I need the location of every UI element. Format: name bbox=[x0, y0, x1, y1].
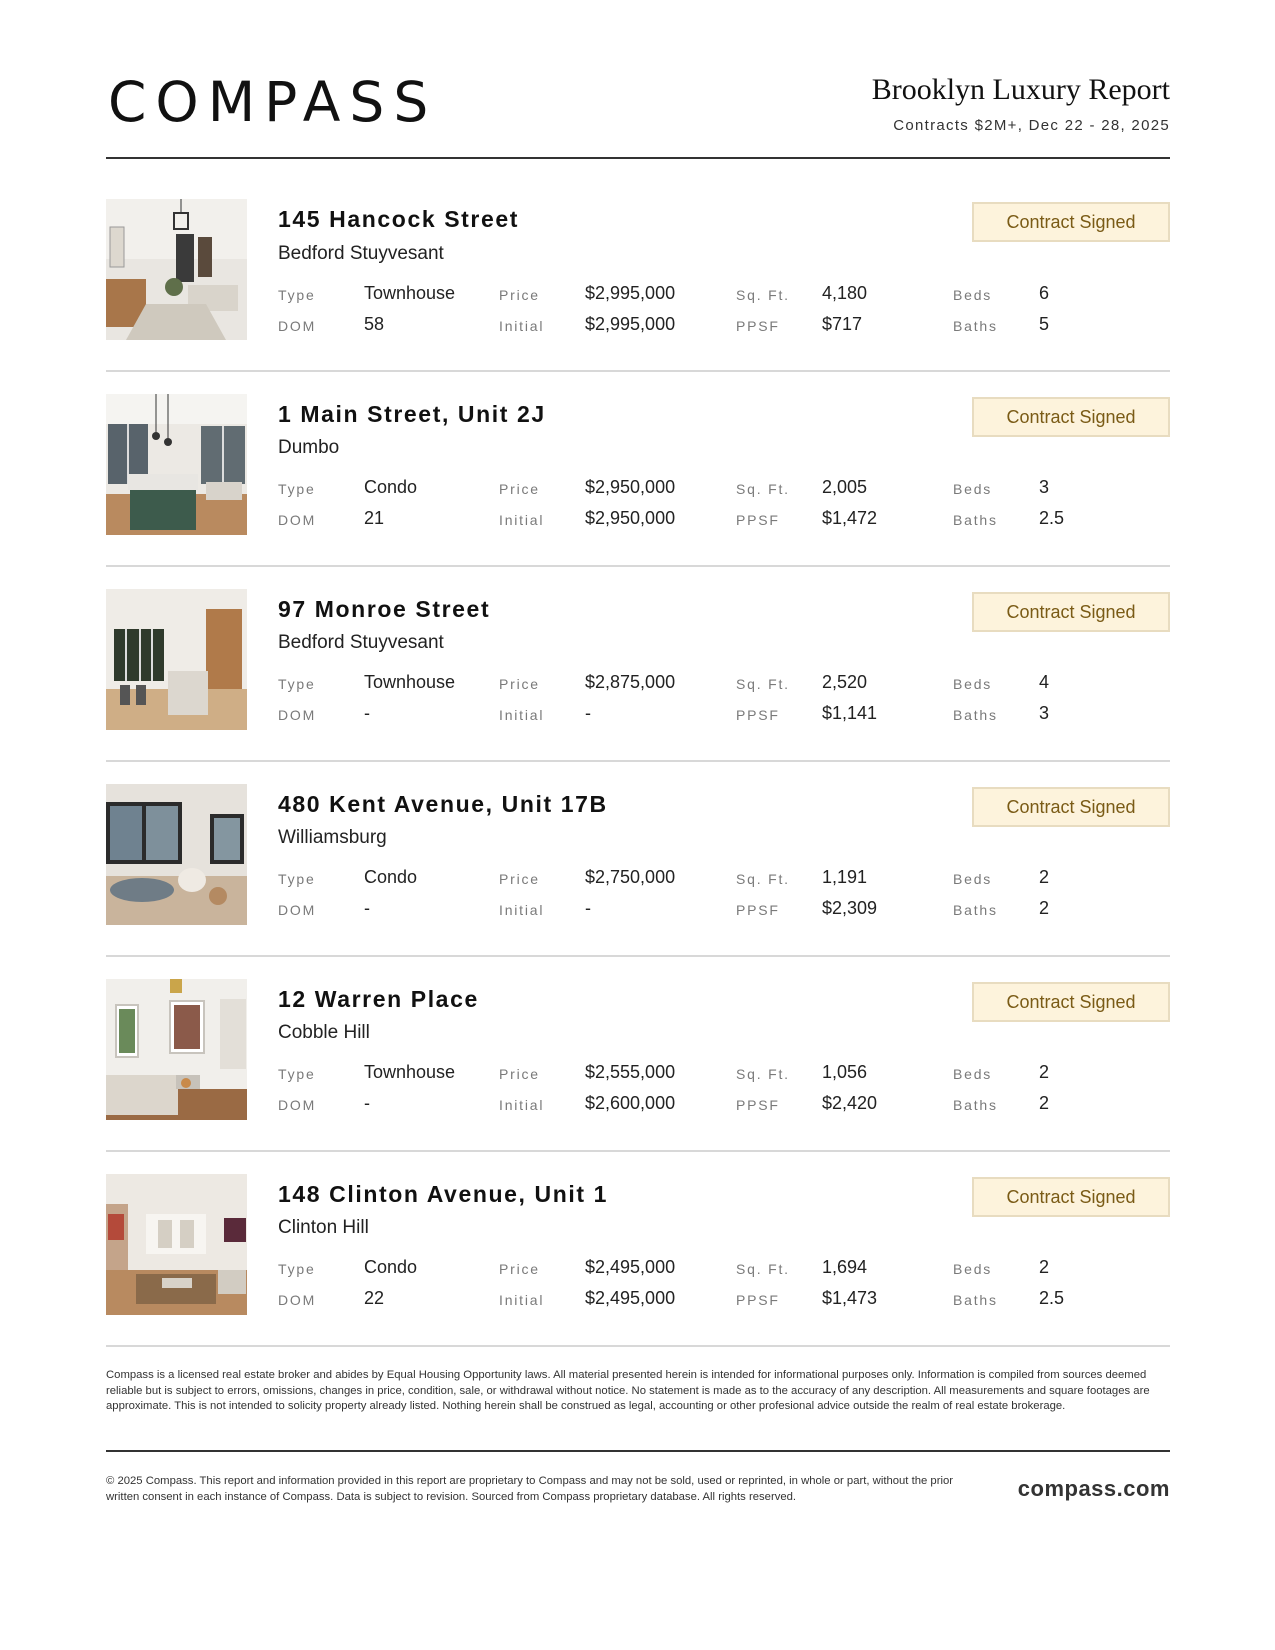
sqft-label: Sq. Ft. bbox=[736, 287, 790, 303]
type-value: Condo bbox=[364, 1257, 418, 1277]
report-subtitle: Contracts $2M+, Dec 22 - 28, 2025 bbox=[893, 117, 1170, 134]
status-badge: Contract Signed bbox=[972, 787, 1170, 827]
dom-value: 22 bbox=[364, 1288, 385, 1308]
listing-stats-row bbox=[106, 672, 1170, 696]
dom-value: - bbox=[364, 703, 370, 723]
listing-stats-row bbox=[106, 314, 1170, 338]
dom-label: DOM bbox=[278, 1097, 317, 1113]
status-badge: Contract Signed bbox=[972, 1177, 1170, 1217]
listing-address[interactable]: 145 Hancock Street bbox=[278, 206, 520, 232]
listing-address[interactable]: 1 Main Street, Unit 2J bbox=[278, 401, 546, 427]
footer-divider bbox=[106, 1450, 1170, 1452]
baths-value: 3 bbox=[1039, 703, 1050, 723]
type-value: Condo bbox=[364, 867, 418, 887]
dom-label: DOM bbox=[278, 1292, 317, 1308]
status-badge: Contract Signed bbox=[972, 202, 1170, 242]
baths-value: 2.5 bbox=[1039, 1288, 1065, 1308]
price-label: Price bbox=[499, 676, 540, 692]
type-value: Condo bbox=[364, 477, 418, 497]
initial-value: - bbox=[585, 703, 591, 723]
beds-value: 6 bbox=[1039, 283, 1050, 303]
price-value: $2,875,000 bbox=[585, 672, 676, 692]
beds-label: Beds bbox=[953, 287, 993, 303]
sqft-value: 2,005 bbox=[822, 477, 868, 497]
price-label: Price bbox=[499, 1066, 540, 1082]
baths-label: Baths bbox=[953, 707, 998, 723]
status-badge: Contract Signed bbox=[972, 982, 1170, 1022]
ppsf-label: PPSF bbox=[736, 1292, 780, 1308]
listing-stats-row bbox=[106, 703, 1170, 727]
initial-value: $2,600,000 bbox=[585, 1093, 676, 1113]
price-label: Price bbox=[499, 287, 540, 303]
price-value: $2,750,000 bbox=[585, 867, 676, 887]
compass-logo: COMPASS bbox=[108, 70, 438, 134]
beds-label: Beds bbox=[953, 676, 993, 692]
price-label: Price bbox=[499, 1261, 540, 1277]
listing-stats-row bbox=[106, 1062, 1170, 1086]
listing-card bbox=[106, 762, 1170, 957]
ppsf-value: $717 bbox=[822, 314, 863, 334]
price-value: $2,555,000 bbox=[585, 1062, 676, 1082]
beds-value: 4 bbox=[1039, 672, 1050, 692]
report-header bbox=[106, 0, 1170, 159]
status-badge: Contract Signed bbox=[972, 592, 1170, 632]
ppsf-value: $1,472 bbox=[822, 508, 878, 528]
beds-label: Beds bbox=[953, 1261, 993, 1277]
baths-value: 2 bbox=[1039, 898, 1050, 918]
type-label: Type bbox=[278, 481, 316, 497]
type-label: Type bbox=[278, 1066, 316, 1082]
baths-label: Baths bbox=[953, 902, 998, 918]
baths-value: 5 bbox=[1039, 314, 1050, 334]
listing-card bbox=[106, 567, 1170, 762]
initial-label: Initial bbox=[499, 707, 545, 723]
beds-label: Beds bbox=[953, 1066, 993, 1082]
price-value: $2,950,000 bbox=[585, 477, 676, 497]
listing-neighborhood: Bedford Stuyvesant bbox=[278, 632, 444, 653]
baths-value: 2.5 bbox=[1039, 508, 1065, 528]
sqft-label: Sq. Ft. bbox=[736, 676, 790, 692]
listing-address[interactable]: 480 Kent Avenue, Unit 17B bbox=[278, 791, 608, 817]
listing-stats-row bbox=[106, 283, 1170, 307]
listing-stats-row bbox=[106, 508, 1170, 532]
listing-neighborhood: Williamsburg bbox=[278, 827, 387, 848]
beds-label: Beds bbox=[953, 481, 993, 497]
listing-card bbox=[106, 159, 1170, 372]
listing-stats-row bbox=[106, 1288, 1170, 1312]
initial-value: - bbox=[585, 898, 591, 918]
type-label: Type bbox=[278, 676, 316, 692]
initial-label: Initial bbox=[499, 1097, 545, 1113]
listing-card bbox=[106, 957, 1170, 1152]
initial-label: Initial bbox=[499, 1292, 545, 1308]
sqft-value: 2,520 bbox=[822, 672, 868, 692]
type-label: Type bbox=[278, 287, 316, 303]
baths-value: 2 bbox=[1039, 1093, 1050, 1113]
ppsf-value: $1,141 bbox=[822, 703, 878, 723]
ppsf-label: PPSF bbox=[736, 318, 780, 334]
ppsf-label: PPSF bbox=[736, 902, 780, 918]
sqft-value: 1,056 bbox=[822, 1062, 868, 1082]
dom-label: DOM bbox=[278, 902, 317, 918]
listing-stats-row bbox=[106, 1093, 1170, 1117]
listing-address[interactable]: 12 Warren Place bbox=[278, 986, 479, 1012]
type-value: Townhouse bbox=[364, 1062, 456, 1082]
initial-label: Initial bbox=[499, 318, 545, 334]
price-value: $2,995,000 bbox=[585, 283, 676, 303]
sqft-label: Sq. Ft. bbox=[736, 481, 790, 497]
ppsf-value: $2,420 bbox=[822, 1093, 878, 1113]
listing-card bbox=[106, 372, 1170, 567]
listing-stats-row bbox=[106, 898, 1170, 922]
beds-value: 2 bbox=[1039, 867, 1050, 887]
listing-stats-row bbox=[106, 477, 1170, 501]
price-value: $2,495,000 bbox=[585, 1257, 676, 1277]
beds-label: Beds bbox=[953, 871, 993, 887]
copyright-notice: © 2025 Compass. This report and information provided in this report are proprietary to Compass and may not be sold, used or reprinted, in whole or part, without the prior written consent in each instance of Compass. Data is subject to revision. Sourced from Compass proprietary database. All rights reserved. bbox=[106, 1475, 954, 1503]
status-badge: Contract Signed bbox=[972, 397, 1170, 437]
sqft-value: 1,694 bbox=[822, 1257, 868, 1277]
ppsf-value: $1,473 bbox=[822, 1288, 878, 1308]
report-page bbox=[106, 0, 1170, 1347]
price-label: Price bbox=[499, 481, 540, 497]
ppsf-label: PPSF bbox=[736, 707, 780, 723]
type-label: Type bbox=[278, 871, 316, 887]
initial-label: Initial bbox=[499, 512, 545, 528]
listing-address[interactable]: 97 Monroe Street bbox=[278, 596, 491, 622]
dom-label: DOM bbox=[278, 707, 317, 723]
initial-value: $2,495,000 bbox=[585, 1288, 676, 1308]
initial-label: Initial bbox=[499, 902, 545, 918]
listing-stats-row bbox=[106, 867, 1170, 891]
ppsf-value: $2,309 bbox=[822, 898, 878, 918]
listing-stats-row bbox=[106, 1257, 1170, 1281]
beds-value: 2 bbox=[1039, 1257, 1050, 1277]
dom-value: 21 bbox=[364, 508, 385, 528]
type-label: Type bbox=[278, 1261, 316, 1277]
initial-value: $2,950,000 bbox=[585, 508, 676, 528]
listings bbox=[106, 159, 1170, 1347]
baths-label: Baths bbox=[953, 1292, 998, 1308]
baths-label: Baths bbox=[953, 1097, 998, 1113]
price-label: Price bbox=[499, 871, 540, 887]
beds-value: 2 bbox=[1039, 1062, 1050, 1082]
dom-value: - bbox=[364, 898, 370, 918]
sqft-label: Sq. Ft. bbox=[736, 1261, 790, 1277]
baths-label: Baths bbox=[953, 318, 998, 334]
type-value: Townhouse bbox=[364, 672, 456, 692]
listing-neighborhood: Cobble Hill bbox=[278, 1022, 370, 1043]
dom-label: DOM bbox=[278, 512, 317, 528]
ppsf-label: PPSF bbox=[736, 1097, 780, 1113]
sqft-value: 4,180 bbox=[822, 283, 868, 303]
website-link[interactable]: compass.com bbox=[1017, 1476, 1170, 1501]
dom-value: - bbox=[364, 1093, 370, 1113]
listing-card bbox=[106, 1152, 1170, 1347]
sqft-value: 1,191 bbox=[822, 867, 868, 887]
dom-value: 58 bbox=[364, 314, 385, 334]
legal-disclaimer: Compass is a licensed real estate broker and abides by Equal Housing Opportunity laws. All material presented herein is intended for informational purposes only. Information is compiled from sources deemed reliable but is subject to errors, omissions, changes in price, condition, sale, or withdrawal without notice. No statement is made as to the accuracy of any description. All measurements and square footages are approximate. This is not intended to solicity property already listed. Nothing herein shall be construed as legal, accounting or other profesional advice outside the realm of real estate brokerage. bbox=[106, 1369, 1150, 1412]
dom-label: DOM bbox=[278, 318, 317, 334]
beds-value: 3 bbox=[1039, 477, 1050, 497]
initial-value: $2,995,000 bbox=[585, 314, 676, 334]
ppsf-label: PPSF bbox=[736, 512, 780, 528]
baths-label: Baths bbox=[953, 512, 998, 528]
listing-address[interactable]: 148 Clinton Avenue, Unit 1 bbox=[278, 1181, 608, 1207]
sqft-label: Sq. Ft. bbox=[736, 1066, 790, 1082]
listing-neighborhood: Dumbo bbox=[278, 437, 340, 458]
sqft-label: Sq. Ft. bbox=[736, 871, 790, 887]
type-value: Townhouse bbox=[364, 283, 456, 303]
listing-neighborhood: Bedford Stuyvesant bbox=[278, 243, 444, 264]
report-title: Brooklyn Luxury Report bbox=[871, 73, 1170, 106]
listing-neighborhood: Clinton Hill bbox=[278, 1217, 369, 1238]
